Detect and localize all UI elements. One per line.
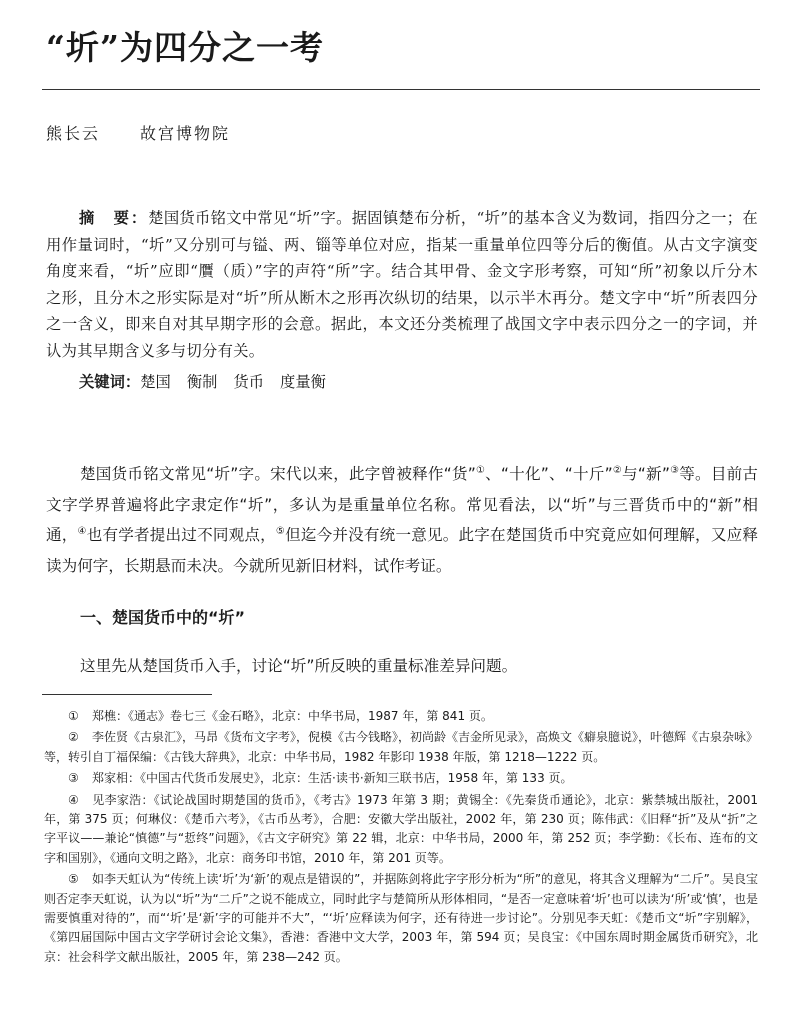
body-text: 但迄今并没有统一意见。此字在楚国货币中究竟应如何理解，又应释读为何字，长期悬而未决。今就所见新旧材料，试作考证。 bbox=[46, 526, 758, 575]
body-paragraph-2: 这里先从楚国货币入手，讨论“圻”所反映的重量标准差异问题。 bbox=[80, 657, 518, 675]
footnote bbox=[44, 728, 758, 767]
keywords bbox=[79, 370, 342, 392]
author-institution: 故宫博物院 bbox=[140, 124, 231, 143]
footnote-text: 如李天虹认为“传统上读‘圻’为‘新’的观点是错误的”，并据陈剑将此字字形分析为“所”的意见，将其含义理解为“二斤”。吴良宝则否定李天虹说，认为以“圻”为“二斤”之说不能成立，同时此字与楚简所从形体相同，“是否一定意味着‘圻’也可以读为‘所’或‘慎’，也是需要慎重对待的”，而“‘圻’是‘新’字的可能并不大”，“‘圻’应释读为何字，还有待进一步讨论”。分别见李天虹：《楚币文“圻”字别解》，《第四届国际中国古文字学研讨会论文集》，香港：香港中文大学，2003 年，第 594 页；吴良宝：《中国东周时期金属货币研究》，北京：社会科学文献出版社，2005 年，第 238—242 页。 bbox=[44, 872, 758, 964]
footnote-number: ③ bbox=[68, 771, 79, 786]
abstract bbox=[46, 205, 758, 365]
abstract-text: 楚国货币铭文中常见“圻”字。据固镇楚布分析，“圻”的基本含义为数词，指四分之一；在用作量词时，“圻”又分别可与镒、两、锱等单位对应，指某一重量单位四等分后的衡值。从古文字演变角度来看，“圻”应即“贋（质）”字的声符“所”字。结合其甲骨、金文字形考察，可知“所”初象以斤分木之形，且分木之形实际是对“圻”所从断木之形再次纵切的结果，以示半木再分。楚文字中“圻”所表四分之一含义，即来自对其早期字形的会意。据此，本文还分类梳理了战国文字中表示四分之一的字词，并认为其早期含义多与切分有关。 bbox=[46, 209, 758, 360]
footnote bbox=[44, 769, 758, 788]
body-text: 楚国货币铭文常见“圻”字。宋代以来，此字曾被释作“货” bbox=[80, 465, 476, 483]
footnote-number: ④ bbox=[68, 792, 79, 807]
footnote-ref[interactable]: ⑤ bbox=[275, 526, 286, 538]
body-text: 与“新” bbox=[622, 465, 670, 483]
body-text: 也有学者提出过不同观点， bbox=[86, 526, 276, 545]
keyword: 楚国 bbox=[140, 373, 171, 391]
footnote-number: ① bbox=[68, 709, 79, 723]
footnote-ref[interactable]: ④ bbox=[77, 526, 87, 538]
keywords-label: 关键词： bbox=[79, 373, 141, 391]
title-rule bbox=[42, 89, 760, 90]
footnote-ref[interactable]: ① bbox=[475, 465, 486, 476]
paper-title: “圻”为四分之一考 bbox=[46, 28, 324, 67]
footnote-number: ⑤ bbox=[68, 872, 79, 887]
footnote bbox=[44, 791, 758, 869]
footnote-ref[interactable]: ③ bbox=[669, 465, 680, 476]
footnote bbox=[44, 707, 758, 726]
keyword: 度量衡 bbox=[280, 373, 326, 391]
body-paragraph-1 bbox=[46, 459, 758, 581]
footnote-text: 李佐贤《古泉汇》，马昂《货布文字考》，倪模《古今钱略》，初尚龄《吉金所见录》，高焕文《癖泉臆说》，叶德辉《古泉杂咏》等，转引自丁福保编：《古钱大辞典》，北京：中华书局，1982 年影印 1938 年版，第 1218—1222 页。 bbox=[44, 730, 759, 764]
keyword: 货币 bbox=[233, 373, 265, 391]
footnotes bbox=[44, 707, 758, 969]
footnote-number: ② bbox=[68, 730, 79, 745]
footnote-text: 见李家浩：《试论战国时期楚国的货币》，《考古》1973 年第 3 期；黄锡全：《先秦货币通论》，北京：紫禁城出版社，2001 年，第 375 页；何琳仪：《楚币六考》，《古币丛考》，合肥：安徽大学出版社，2002 年，第 230 页；陈伟武：《旧释“折”及从“折”之字平议——兼论“慎德”与“悊终”问题》，《古文字研究》第 22 辑，北京：中华书局，2000 年，第 252 页；李学勤：《长布、连布的文字和国别》，《通向文明之路》，北京：商务印书馆，2010 年，第 201 页等。 bbox=[44, 792, 758, 865]
body-text: 、“十化”、“十斤” bbox=[485, 465, 613, 483]
footnote-rule bbox=[42, 694, 212, 695]
author-name: 熊长云 bbox=[46, 124, 101, 143]
footnote-ref[interactable]: ② bbox=[612, 465, 623, 476]
section-heading: 一、楚国货币中的“圻” bbox=[80, 608, 246, 627]
abstract-label: 摘 要： bbox=[79, 209, 149, 227]
body-text: 等。目前古文字学界普遍将此字隶定作“圻”，多认为是重量单位名称。常见看法，以“圻”与三晋货币中的“新”相通， bbox=[46, 465, 758, 545]
footnote bbox=[44, 870, 758, 967]
keyword: 衡制 bbox=[186, 373, 218, 391]
footnote-text: 郑家相：《中国古代货币发展史》，北京：生活·读书·新知三联书店，1958 年，第 133 页。 bbox=[92, 771, 573, 786]
author-line bbox=[46, 121, 230, 144]
footnote-text: 郑樵：《通志》卷七三《金石略》，北京：中华书局，1987 年，第 841 页。 bbox=[92, 709, 493, 723]
